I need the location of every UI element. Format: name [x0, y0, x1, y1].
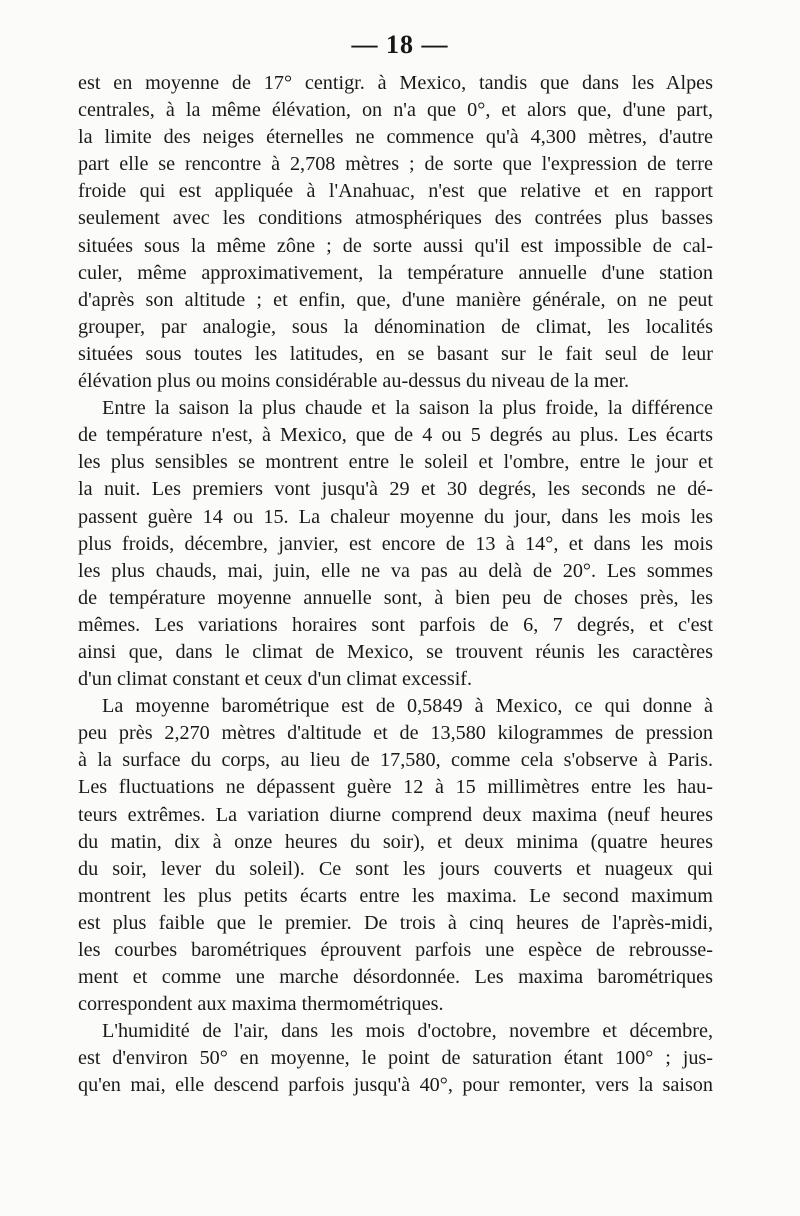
- text-line: culer, même approximativement, la température annuelle d'une station: [78, 261, 713, 284]
- text-line: plus froids, décembre, janvier, est encore de 13 à 14°, et dans les mois: [78, 532, 713, 555]
- text-line: les courbes barométriques éprouvent parfois une espèce de rebrousse-: [78, 939, 713, 961]
- text-line: la limite des neiges éternelles ne commence qu'à 4,300 mètres, d'autre: [78, 126, 713, 149]
- text-line: de température n'est, à Mexico, que de 4 ou 5 degrés au plus. Les écarts: [78, 424, 713, 447]
- text-line: montrent les plus petits écarts entre les maxima. Le second maximum: [78, 884, 713, 907]
- text-line: La moyenne barométrique est de 0,5849 à Mexico, ce qui donne à: [102, 695, 713, 718]
- text-line: d'un climat constant et ceux d'un climat excessif.: [78, 668, 473, 691]
- text-line: mêmes. Les variations horaires sont parfois de 6, 7 degrés, et c'est: [78, 613, 713, 636]
- text-line: ainsi que, dans le climat de Mexico, se trouvent réunis les caractères: [78, 640, 713, 663]
- text-line: centrales, à la même élévation, on n'a que 0°, et alors que, d'une part,: [78, 99, 713, 122]
- text-line: situées sous la même zône ; de sorte aussi qu'il est impossible de cal-: [78, 234, 713, 257]
- page-number: — 18 —: [351, 30, 449, 59]
- text-line: correspondent aux maxima thermométriques.: [78, 993, 444, 1016]
- text-line: L'humidité de l'air, dans les mois d'octobre, novembre et décembre,: [102, 1020, 713, 1043]
- paragraph-4: [78, 1018, 713, 1099]
- paragraph-1: [78, 70, 713, 395]
- text-line: Entre la saison la plus chaude et la saison la plus froide, la différence: [102, 397, 713, 420]
- body-text: [78, 70, 713, 1100]
- text-line: élévation plus ou moins considérable au-dessus du niveau de la mer.: [78, 370, 630, 393]
- text-line: à la surface du corps, au lieu de 17,580, comme cela s'observe à Paris.: [78, 749, 713, 772]
- text-line: les plus sensibles se montrent entre le soleil et l'ombre, entre le jour et: [78, 451, 713, 474]
- text-line: passent guère 14 ou 15. La chaleur moyenne du jour, dans les mois les: [78, 505, 713, 528]
- text-line: est plus faible que le premier. De trois à cinq heures de l'après-midi,: [78, 911, 713, 934]
- text-line: teurs extrêmes. La variation diurne comprend deux maxima (neuf heures: [78, 803, 713, 826]
- text-line: situées sous toutes les latitudes, en se basant sur le fait seul de leur: [78, 342, 713, 365]
- text-line: la nuit. Les premiers vont jusqu'à 29 et 30 degrés, les seconds ne dé-: [78, 478, 713, 501]
- text-line: part elle se rencontre à 2,708 mètres ; de sorte que l'expression de terre: [78, 153, 713, 176]
- paragraph-3: [78, 693, 713, 1018]
- text-line: peu près 2,270 mètres d'altitude et de 13,580 kilogrammes de pression: [78, 722, 713, 745]
- text-line: seulement avec les conditions atmosphériques des contrées plus basses: [78, 207, 713, 230]
- text-line: de température moyenne annuelle sont, à bien peu de choses près, les: [78, 586, 713, 609]
- text-line: Les fluctuations ne dépassent guère 12 à 15 millimètres entre les hau-: [78, 776, 713, 799]
- text-line: froide qui est appliquée à l'Anahuac, n'est que relative et en rapport: [78, 180, 713, 203]
- text-line: ment et comme une marche désordonnée. Les maxima barométriques: [78, 966, 713, 989]
- text-line: du matin, dix à onze heures du soir), et deux minima (quatre heures: [78, 830, 713, 853]
- text-line: qu'en mai, elle descend parfois jusqu'à 40°, pour remonter, vers la saison: [78, 1074, 713, 1097]
- text-line: d'après son altitude ; et enfin, que, d'une manière générale, on ne peut: [78, 288, 713, 311]
- paragraph-2: [78, 395, 713, 693]
- text-line: grouper, par analogie, sous la dénomination de climat, les localités: [78, 315, 713, 338]
- text-line: est d'environ 50° en moyenne, le point de saturation étant 100° ; jus-: [78, 1047, 713, 1070]
- text-line: est en moyenne de 17° centigr. à Mexico, tandis que dans les Alpes: [78, 72, 713, 94]
- text-line: du soir, lever du soleil). Ce sont les jours couverts et nuageux qui: [78, 857, 713, 880]
- text-line: les plus chauds, mai, juin, elle ne va pas au delà de 20°. Les sommes: [78, 559, 713, 582]
